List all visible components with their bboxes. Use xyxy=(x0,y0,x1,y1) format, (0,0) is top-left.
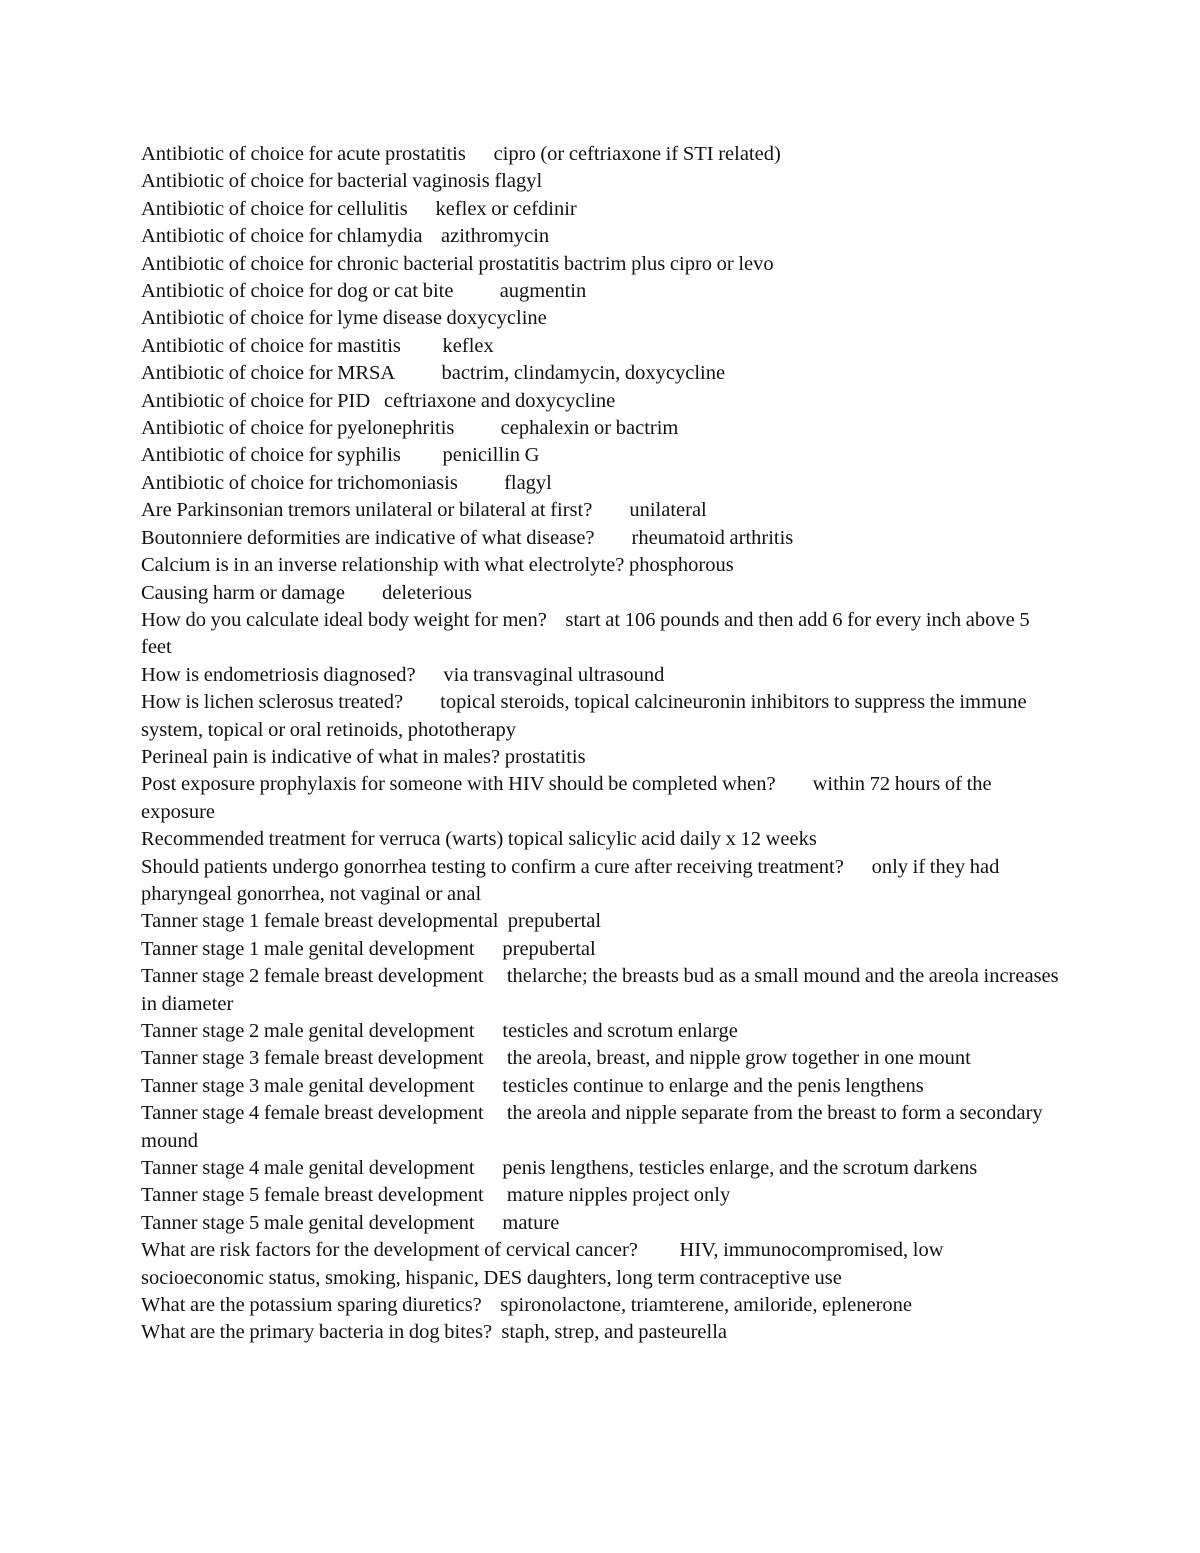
entry-question: Perineal pain is indicative of what in males? xyxy=(141,745,501,768)
flashcard-entry xyxy=(141,223,1061,250)
flashcard-entry xyxy=(141,278,1061,305)
entry-answer: within 72 hours of the exposure xyxy=(141,773,997,823)
tab-gap xyxy=(401,335,443,357)
flashcard-entry xyxy=(141,963,1064,1018)
document-page xyxy=(141,141,1064,1347)
flashcard-entry xyxy=(141,552,1061,579)
entry-question: What are risk factors for the development of cervical cancer? xyxy=(141,1239,638,1262)
entry-answer: penicillin G xyxy=(442,444,540,467)
flashcard-entry xyxy=(141,305,1061,332)
entry-answer: HIV, immunocompromised, low socioeconomic status, smoking, hispanic, DES daughters, long term contraceptive use xyxy=(141,1239,949,1289)
flashcard-entry xyxy=(141,1073,1061,1100)
entry-question: Antibiotic of choice for pyelonephritis xyxy=(141,417,455,440)
entry-answer: thelarche; the breasts bud as a small mound and the areola increases in diameter xyxy=(141,965,1064,1015)
tab-gap xyxy=(458,472,504,494)
entry-answer: prepubertal xyxy=(502,937,596,960)
tab-gap xyxy=(844,856,872,878)
tab-gap xyxy=(475,938,503,960)
tab-gap xyxy=(454,417,500,439)
flashcard-entry xyxy=(141,388,1061,415)
entry-question: Antibiotic of choice for acute prostatitis xyxy=(141,143,466,165)
entry-answer: testicles continue to enlarge and the penis lengthens xyxy=(502,1074,924,1097)
entry-question: Tanner stage 2 female breast development xyxy=(141,965,484,988)
flashcard-entry xyxy=(141,771,1061,826)
entry-answer: unilateral xyxy=(629,499,707,522)
entry-question: Tanner stage 5 male genital development xyxy=(141,1211,475,1234)
entry-answer: flagyl xyxy=(494,170,543,193)
flashcard-entry xyxy=(141,1182,1061,1209)
entry-answer: via transvaginal ultrasound xyxy=(443,663,665,686)
flashcard-entry xyxy=(141,525,1061,552)
flashcard-entry xyxy=(141,1210,1061,1237)
tab-gap xyxy=(401,444,443,466)
entry-answer: the areola and nipple separate from the breast to form a secondary mound xyxy=(141,1102,1048,1152)
tab-gap xyxy=(547,609,566,631)
entry-question: How do you calculate ideal body weight for men? xyxy=(141,608,547,631)
flashcard-entry xyxy=(141,1237,1061,1292)
flashcard-entry xyxy=(141,1292,1061,1319)
entry-question: Tanner stage 1 female breast developmental xyxy=(141,910,499,933)
entry-question: Antibiotic of choice for PID xyxy=(141,389,371,412)
entry-question: Should patients undergo gonorrhea testing to confirm a cure after receiving treatment? xyxy=(141,855,844,878)
flashcard-entry xyxy=(141,196,1061,223)
flashcard-entry xyxy=(141,497,1061,524)
entry-answer: start at 106 pounds and then add 6 for every inch above 5 feet xyxy=(141,608,1035,659)
entry-question: Antibiotic of choice for cellulitis xyxy=(141,197,408,220)
entry-answer: rheumatoid arthritis xyxy=(631,526,794,549)
entry-answer: ceftriaxone and doxycycline xyxy=(384,389,616,412)
flashcard-entry xyxy=(141,744,1061,771)
flashcard-entry xyxy=(141,826,1061,853)
entry-question: Antibiotic of choice for trichomoniasis xyxy=(141,471,458,494)
tab-gap xyxy=(475,1157,503,1179)
tab-gap xyxy=(484,965,507,987)
tab-gap xyxy=(423,225,442,247)
entry-answer: deleterious xyxy=(382,581,472,604)
entry-answer: testicles and scrotum enlarge xyxy=(502,1020,738,1042)
flashcard-entry xyxy=(141,1018,1061,1045)
tab-gap xyxy=(492,1321,501,1343)
entry-answer: keflex xyxy=(442,334,494,357)
tab-gap xyxy=(638,1239,680,1261)
entry-question: Antibiotic of choice for syphilis xyxy=(141,444,401,467)
entry-answer: cipro (or ceftriaxone if STI related) xyxy=(493,143,781,165)
flashcard-entry xyxy=(141,936,1061,963)
entry-question: Antibiotic of choice for bacterial vaginosis xyxy=(141,170,490,193)
tab-gap xyxy=(595,527,632,549)
tab-gap xyxy=(416,664,444,686)
entry-question: Antibiotic of choice for mastitis xyxy=(141,334,401,357)
entry-question: Tanner stage 4 female breast development xyxy=(141,1102,484,1125)
entry-answer: azithromycin xyxy=(441,225,550,248)
flashcard-entry xyxy=(141,854,1061,909)
flashcard-entry xyxy=(141,168,1061,195)
entry-answer: bactrim, clindamycin, doxycycline xyxy=(441,362,726,385)
entry-answer: prostatitis xyxy=(504,745,586,768)
entry-question: Tanner stage 3 female breast development xyxy=(141,1047,484,1070)
entry-question: Calcium is in an inverse relationship with what electrolyte? xyxy=(141,554,625,577)
flashcard-entry xyxy=(141,141,1061,168)
tab-gap xyxy=(475,1212,503,1234)
flashcard-entry xyxy=(141,580,1061,607)
entry-question: What are the primary bacteria in dog bites? xyxy=(141,1321,493,1344)
tab-gap xyxy=(466,143,494,165)
entry-question: How is lichen sclerosus treated? xyxy=(141,691,404,714)
entry-question: Causing harm or damage xyxy=(141,581,346,604)
flashcard-entry xyxy=(141,1155,1061,1182)
tab-gap xyxy=(776,773,813,795)
entry-answer: penis lengthens, testicles enlarge, and the scrotum darkens xyxy=(502,1157,978,1180)
entry-answer: the areola, breast, and nipple grow together in one mount xyxy=(506,1047,971,1070)
flashcard-entry xyxy=(141,1100,1061,1155)
entry-question: What are the potassium sparing diuretics? xyxy=(141,1294,482,1317)
entry-answer: phosphorous xyxy=(628,554,734,577)
entry-question: Tanner stage 5 female breast development xyxy=(141,1184,484,1207)
entry-question: Antibiotic of choice for MRSA xyxy=(141,362,396,385)
tab-gap xyxy=(345,582,382,604)
entry-answer: flagyl xyxy=(504,471,552,494)
flashcard-entry xyxy=(141,470,1061,497)
tab-gap xyxy=(499,910,508,932)
entry-answer: doxycycline xyxy=(446,307,547,330)
entry-answer: prepubertal xyxy=(507,910,602,933)
entry-answer: mature xyxy=(502,1211,560,1234)
entry-answer: bactrim plus cipro or levo xyxy=(563,252,774,275)
tab-gap xyxy=(453,280,499,302)
entry-answer: only if they had pharyngeal gonorrhea, not vaginal or anal xyxy=(141,855,1004,905)
entry-answer: topical steroids, topical calcineuronin inhibitors to suppress the immune system, topical or oral retinoids, phototherapy xyxy=(141,691,1032,741)
entry-question: How is endometriosis diagnosed? xyxy=(141,663,416,686)
entry-question: Tanner stage 2 male genital development xyxy=(141,1020,475,1042)
flashcard-entry xyxy=(141,360,1061,387)
flashcard-entry xyxy=(141,333,1061,360)
flashcard-entry xyxy=(141,251,1061,278)
entry-question: Post exposure prophylaxis for someone with HIV should be completed when? xyxy=(141,773,776,796)
entry-question: Antibiotic of choice for chronic bacterial prostatitis xyxy=(141,252,560,275)
entry-question: Tanner stage 3 male genital development xyxy=(141,1074,475,1097)
entry-answer: mature nipples project only xyxy=(506,1184,731,1207)
tab-gap xyxy=(484,1102,507,1124)
flashcard-entry xyxy=(141,689,1061,744)
entry-question: Tanner stage 4 male genital development xyxy=(141,1157,475,1180)
entry-question: Antibiotic of choice for dog or cat bite xyxy=(141,280,454,303)
flashcard-entry xyxy=(141,908,1061,935)
tab-gap xyxy=(482,1294,501,1316)
entry-question: Antibiotic of choice for lyme disease xyxy=(141,307,442,330)
entry-answer: keflex or cefdinir xyxy=(435,197,577,220)
tab-gap xyxy=(484,1047,507,1069)
tab-gap xyxy=(475,1020,503,1042)
entry-answer: spironolactone, triamterene, amiloride, eplenerone xyxy=(500,1294,913,1317)
entry-answer: cephalexin or bactrim xyxy=(500,417,679,440)
tab-gap xyxy=(592,499,629,521)
entry-answer: topical salicylic acid daily x 12 weeks xyxy=(507,828,817,851)
entry-question: Antibiotic of choice for chlamydia xyxy=(141,225,423,248)
flashcard-entry xyxy=(141,415,1061,442)
flashcard-entry xyxy=(141,662,1061,689)
tab-gap xyxy=(484,1184,507,1206)
tab-gap xyxy=(395,362,441,384)
tab-gap xyxy=(370,390,384,412)
flashcard-entry xyxy=(141,1045,1061,1072)
tab-gap xyxy=(403,691,440,713)
entry-answer: staph, strep, and pasteurella xyxy=(501,1321,727,1344)
flashcard-entry xyxy=(141,1319,1061,1346)
entry-question: Recommended treatment for verruca (warts) xyxy=(141,828,504,851)
entry-question: Boutonniere deformities are indicative of what disease? xyxy=(141,526,595,549)
flashcard-entry xyxy=(141,442,1061,469)
entry-answer: augmentin xyxy=(499,280,587,303)
tab-gap xyxy=(408,198,436,220)
tab-gap xyxy=(475,1075,503,1097)
entry-question: Are Parkinsonian tremors unilateral or bilateral at first? xyxy=(141,499,593,522)
flashcard-entry xyxy=(141,607,1061,662)
entry-question: Tanner stage 1 male genital development xyxy=(141,937,475,960)
